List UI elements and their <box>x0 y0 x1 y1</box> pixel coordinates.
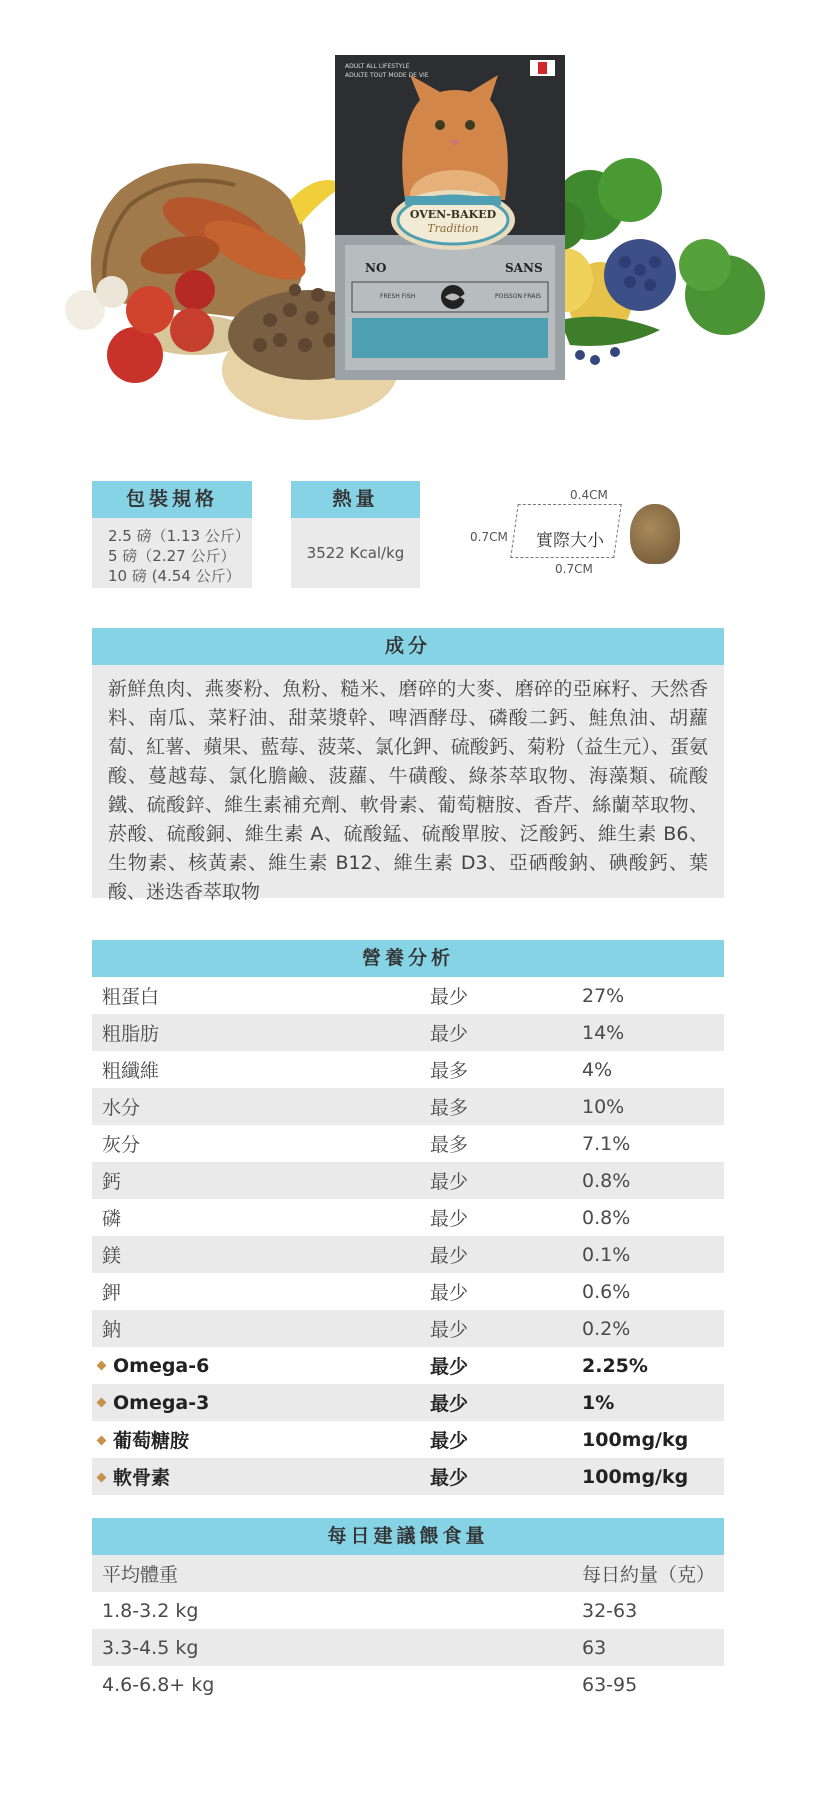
nutrient-name-text: 水分 <box>102 1097 141 1119</box>
nutrient-name-text: 軟骨素 <box>113 1467 171 1489</box>
nutrition-row <box>92 1051 724 1088</box>
feeding-row <box>92 1666 724 1703</box>
package-size-box <box>92 481 252 588</box>
nutrient-name-text: 葡萄糖胺 <box>113 1430 190 1452</box>
svg-text:ADULT ALL LIFESTYLE: ADULT ALL LIFESTYLE <box>345 63 410 70</box>
nutrient-name-text: 磷 <box>102 1208 122 1230</box>
nutrient-value: 4% <box>582 1058 613 1081</box>
ingredients-text: 新鮮魚肉、燕麥粉、魚粉、糙米、磨碎的大麥、磨碎的亞麻籽、天然香料、南瓜、菜籽油、甜菜漿幹、啤酒酵母、磷酸二鈣、鮭魚油、胡蘿蔔、紅薯、蘋果、藍莓、菠菜、氯化鉀、硫酸鈣、菊粉（益生元）、蛋氨酸、蔓越莓、氯化膽鹼、菠蘿、牛磺酸、綠茶萃取物、海藻類、硫酸鐵、硫酸鋅、維生素補充劑、軟骨素、葡萄糖胺、香芹、絲蘭萃取物、菸酸、硫酸銅、維生素 A、硫酸錳、硫酸單胺、泛酸鈣、維生素 B6、生物素、核黃素、維生素 B12、維生素 D3、亞硒酸鈉、碘酸鈣、葉酸、迷迭香萃取物 <box>108 678 708 903</box>
nutrient-value: 0.6% <box>582 1280 631 1303</box>
feeding-weight: 4.6-6.8+ kg <box>102 1673 215 1696</box>
kibble-image <box>630 504 680 564</box>
nutrient-name <box>92 982 430 1009</box>
nutrition-row <box>92 1088 724 1125</box>
nutrition-row <box>92 1162 724 1199</box>
diamond-bullet-icon <box>97 1473 107 1483</box>
nutrient-qualifier: 最多 <box>430 1097 469 1119</box>
nutrient-qualifier: 最少 <box>430 1282 469 1304</box>
svg-text:POISSON FRAIS: POISSON FRAIS <box>495 293 541 300</box>
nutrition-row <box>92 1310 724 1347</box>
nutrient-name-text: Omega-6 <box>113 1354 210 1377</box>
feeding-col-weight: 平均體重 <box>102 1564 179 1586</box>
nutrient-value: 10% <box>582 1095 625 1118</box>
nutrient-name <box>92 1056 430 1083</box>
nutrient-qualifier: 最少 <box>430 1430 469 1452</box>
nutrient-qualifier: 最少 <box>430 1245 469 1267</box>
diamond-bullet-icon <box>97 1360 107 1370</box>
feeding-weight: 3.3-4.5 kg <box>102 1636 199 1659</box>
nutrient-name <box>92 1241 430 1268</box>
nutrient-name-text: 粗脂肪 <box>102 1023 160 1045</box>
product-bag <box>335 55 565 380</box>
nutrition-row <box>92 1125 724 1162</box>
nutrient-value: 1% <box>582 1391 615 1414</box>
calories-value: 3522 Kcal/kg <box>306 544 405 562</box>
ingredients-header: 成分 <box>92 628 724 665</box>
kibble-actual-size-label: 實際大小 <box>536 531 604 551</box>
nutrient-value: 27% <box>582 984 625 1007</box>
nutrient-value: 100mg/kg <box>582 1465 689 1488</box>
nutrient-qualifier: 最少 <box>430 1467 469 1489</box>
product-hero-image <box>0 0 833 470</box>
nutrient-name <box>92 1278 430 1305</box>
feeding-row <box>92 1592 724 1629</box>
svg-text:FRESH FISH: FRESH FISH <box>380 293 416 300</box>
feeding-row <box>92 1629 724 1666</box>
kibble-height-label: 0.7CM <box>470 530 508 544</box>
nutrition-row <box>92 1236 724 1273</box>
svg-text:SANS: SANS <box>505 261 543 275</box>
apple <box>107 327 163 383</box>
nutrient-qualifier: 最多 <box>430 1060 469 1082</box>
nutrient-value: 0.8% <box>582 1169 631 1192</box>
nutrition-row <box>92 1014 724 1051</box>
feeding-col-amount: 每日約量（克） <box>582 1564 716 1586</box>
spinach <box>560 317 660 346</box>
nutrient-name <box>92 1426 430 1453</box>
calories-header: 熱量 <box>291 481 420 518</box>
feeding-weight: 1.8-3.2 kg <box>102 1599 199 1622</box>
nutrient-name-text: Omega-3 <box>113 1391 210 1414</box>
calories-box <box>291 481 420 588</box>
nutrition-row <box>92 1347 724 1384</box>
nutrient-value: 14% <box>582 1021 625 1044</box>
kibble-size-diagram <box>470 488 690 588</box>
feeding-header: 每日建議餵食量 <box>92 1518 724 1555</box>
nutrient-name <box>92 1167 430 1194</box>
nutrient-name-text: 灰分 <box>102 1134 141 1156</box>
package-size-header: 包裝規格 <box>92 481 252 518</box>
nutrient-name <box>92 1093 430 1120</box>
nutrient-name-text: 鉀 <box>102 1282 122 1304</box>
ingredients-section <box>92 628 724 903</box>
nutrition-row <box>92 1273 724 1310</box>
nutrient-value: 0.8% <box>582 1206 631 1229</box>
feeding-amount: 63 <box>582 1636 607 1659</box>
nutrient-name-text: 鈉 <box>102 1319 122 1341</box>
package-size-line: 5 磅（2.27 公斤） <box>108 547 236 565</box>
nutrition-row <box>92 1384 724 1421</box>
nutrient-qualifier: 最少 <box>430 1319 469 1341</box>
svg-text:ADULTE TOUT MODE DE VIE: ADULTE TOUT MODE DE VIE <box>345 72 429 79</box>
nutrition-row <box>92 1199 724 1236</box>
package-size-line: 10 磅 (4.54 公斤） <box>108 567 241 585</box>
diamond-bullet-icon <box>97 1436 107 1446</box>
feeding-amount: 32-63 <box>582 1599 638 1622</box>
diamond-bullet-icon <box>97 1397 107 1407</box>
nutrient-name <box>92 1463 430 1490</box>
nutrient-name <box>92 1019 430 1046</box>
feeding-table <box>92 1518 724 1703</box>
nutrition-row <box>92 977 724 1014</box>
nutrient-name-text: 鎂 <box>102 1245 122 1267</box>
nutrient-qualifier: 最少 <box>430 1393 469 1415</box>
svg-text:NO: NO <box>365 261 387 275</box>
nutrient-qualifier: 最少 <box>430 1171 469 1193</box>
svg-text:Tradition: Tradition <box>427 222 479 235</box>
nutrient-name-text: 粗蛋白 <box>102 986 160 1008</box>
nutrient-name <box>92 1130 430 1157</box>
nutrient-name-text: 鈣 <box>102 1171 122 1193</box>
nutrient-name <box>92 1355 430 1377</box>
nutrient-name <box>92 1204 430 1231</box>
nutrient-name <box>92 1315 430 1342</box>
nutrition-row <box>92 1421 724 1458</box>
feeding-header-row <box>92 1555 724 1592</box>
nutrient-value: 0.1% <box>582 1243 631 1266</box>
nutrition-row <box>92 1458 724 1495</box>
nutrient-qualifier: 最少 <box>430 1023 469 1045</box>
nutrition-table <box>92 940 724 1495</box>
nutrient-qualifier: 最少 <box>430 1356 469 1378</box>
nutrient-qualifier: 最多 <box>430 1134 469 1156</box>
kibble-depth-label: 0.7CM <box>555 562 593 576</box>
svg-text:OVEN-BAKED: OVEN-BAKED <box>409 208 497 221</box>
nutrient-value: 7.1% <box>582 1132 631 1155</box>
nutrient-value: 2.25% <box>582 1354 648 1377</box>
nutrition-header: 營養分析 <box>92 940 724 977</box>
kibble-width-label: 0.4CM <box>570 488 608 502</box>
nutrient-name-text: 粗纖維 <box>102 1060 160 1082</box>
nutrient-name <box>92 1392 430 1414</box>
nutrient-qualifier: 最少 <box>430 1208 469 1230</box>
nutrient-value: 0.2% <box>582 1317 631 1340</box>
nutrient-value: 100mg/kg <box>582 1428 689 1451</box>
nutrient-qualifier: 最少 <box>430 986 469 1008</box>
feeding-amount: 63-95 <box>582 1673 638 1696</box>
package-size-line: 2.5 磅（1.13 公斤） <box>108 527 250 545</box>
